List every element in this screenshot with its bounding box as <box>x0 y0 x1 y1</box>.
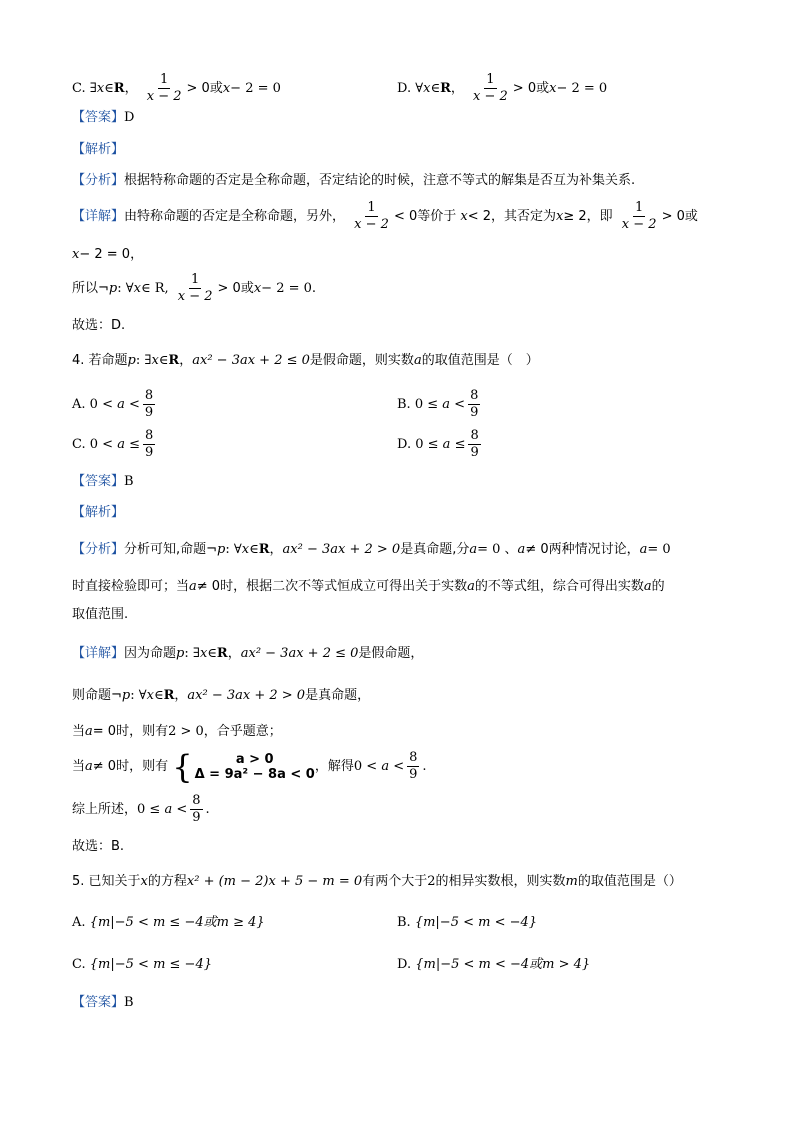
q4-detail-line5: 综上所述，0 ≤ a < $\frac{8}{9}$ . <box>72 793 210 825</box>
q3-option-d[interactable]: D. ∀x∈R， $\frac{1}{x - 2}$ > 0或x− 2 = 0 <box>397 72 608 104</box>
q4-stem: 4. 若命题p: ∃x∈R，ax² − 3ax + 2 ≤ 0是假命题，则实数a的取值范围是（ ） <box>72 353 539 368</box>
q3-detail-line1: 【详解】由特称命题的否定是全称命题，另外， $\frac{1}{x - 2}$ < 0等价于 x< 2，其否定为x≥ 2，即 $\frac{1}{x - 2}$ > 0或 <box>72 200 698 232</box>
q4-option-c[interactable]: C. 0 < a ≤ $\frac{8}{9}$ <box>72 428 154 460</box>
q5-option-c[interactable]: C. {m|−5 < m ≤ −4} <box>72 957 212 972</box>
q4-option-d[interactable]: D. 0 ≤ a ≤ $\frac{8}{9}$ <box>397 428 479 460</box>
q3-jiexi-heading: 【解析】 <box>72 142 125 157</box>
q4-option-b[interactable]: B. 0 ≤ a < $\frac{8}{9}$ <box>397 388 479 420</box>
q4-option-a[interactable]: A. 0 < a < $\frac{8}{9}$ <box>72 388 154 420</box>
q4-detail-line1: 【详解】因为命题p: ∃x∈R，ax² − 3ax + 2 ≤ 0是假命题， <box>72 646 424 661</box>
fraction: $\frac{1}{x - 2}$ <box>473 72 508 104</box>
q5-answer: 【答案】B <box>72 995 134 1010</box>
q4-analysis-line2: 时直接检验即可；当a≠ 0时，根据二次不等式恒成立可得出关于实数a的不等式组，综合可得出实数a的 <box>72 579 665 594</box>
q3-option-c[interactable]: C. ∃x∈R， $\frac{1}{x - 2}$ > 0或x− 2 = 0 <box>72 72 281 104</box>
q3-analysis: 【分析】根据特称命题的否定是全称命题，否定结论的时候，注意不等式的解集是否互为补集关系. <box>72 173 636 188</box>
q4-detail-line2: 则命题¬p: ∀x∈R，ax² − 3ax + 2 > 0是真命题， <box>72 688 371 703</box>
inequality-system: { a > 0 Δ = 9a² − 8a < 0 <box>172 747 315 786</box>
q3-answer: 【答案】D <box>72 110 135 125</box>
q4-detail-line4: 当a≠ 0时，则有 { a > 0 Δ = 9a² − 8a < 0 ，解得0 < a < $\frac{8}{9}$ . <box>72 747 427 786</box>
q5-stem: 5. 已知关于x的方程x² + (m − 2)x + 5 − m = 0有两个大于2的相异实数根，则实数m的取值范围是（） <box>72 874 682 889</box>
q3-conclusion: 故选：D. <box>72 318 126 333</box>
q4-answer: 【答案】B <box>72 474 134 489</box>
q4-detail-line3: 当a= 0时，则有2 > 0，合乎题意； <box>72 724 282 739</box>
q4-jiexi-heading: 【解析】 <box>72 505 125 520</box>
q4-analysis-line1: 【分析】分析可知,命题¬p: ∀x∈R，ax² − 3ax + 2 > 0是真命题,分a= 0 、a≠ 0两种情况讨论，a= 0 <box>72 542 671 557</box>
q5-option-a[interactable]: A. {m|−5 < m ≤ −4或m ≥ 4} <box>72 915 265 930</box>
q3-detail-line2: x− 2 = 0， <box>72 247 144 262</box>
fraction: $\frac{1}{x - 2}$ <box>146 72 182 104</box>
q4-analysis-line3: 取值范围. <box>72 607 129 622</box>
q5-option-d[interactable]: D. {m|−5 < m < −4或m > 4} <box>397 957 591 972</box>
q4-conclusion: 故选：B. <box>72 839 125 854</box>
q3-detail-line3: 所以¬p: ∀x∈ R, $\frac{1}{x - 2}$ > 0或x− 2 = 0. <box>72 272 317 304</box>
q5-option-b[interactable]: B. {m|−5 < m < −4} <box>397 915 538 930</box>
